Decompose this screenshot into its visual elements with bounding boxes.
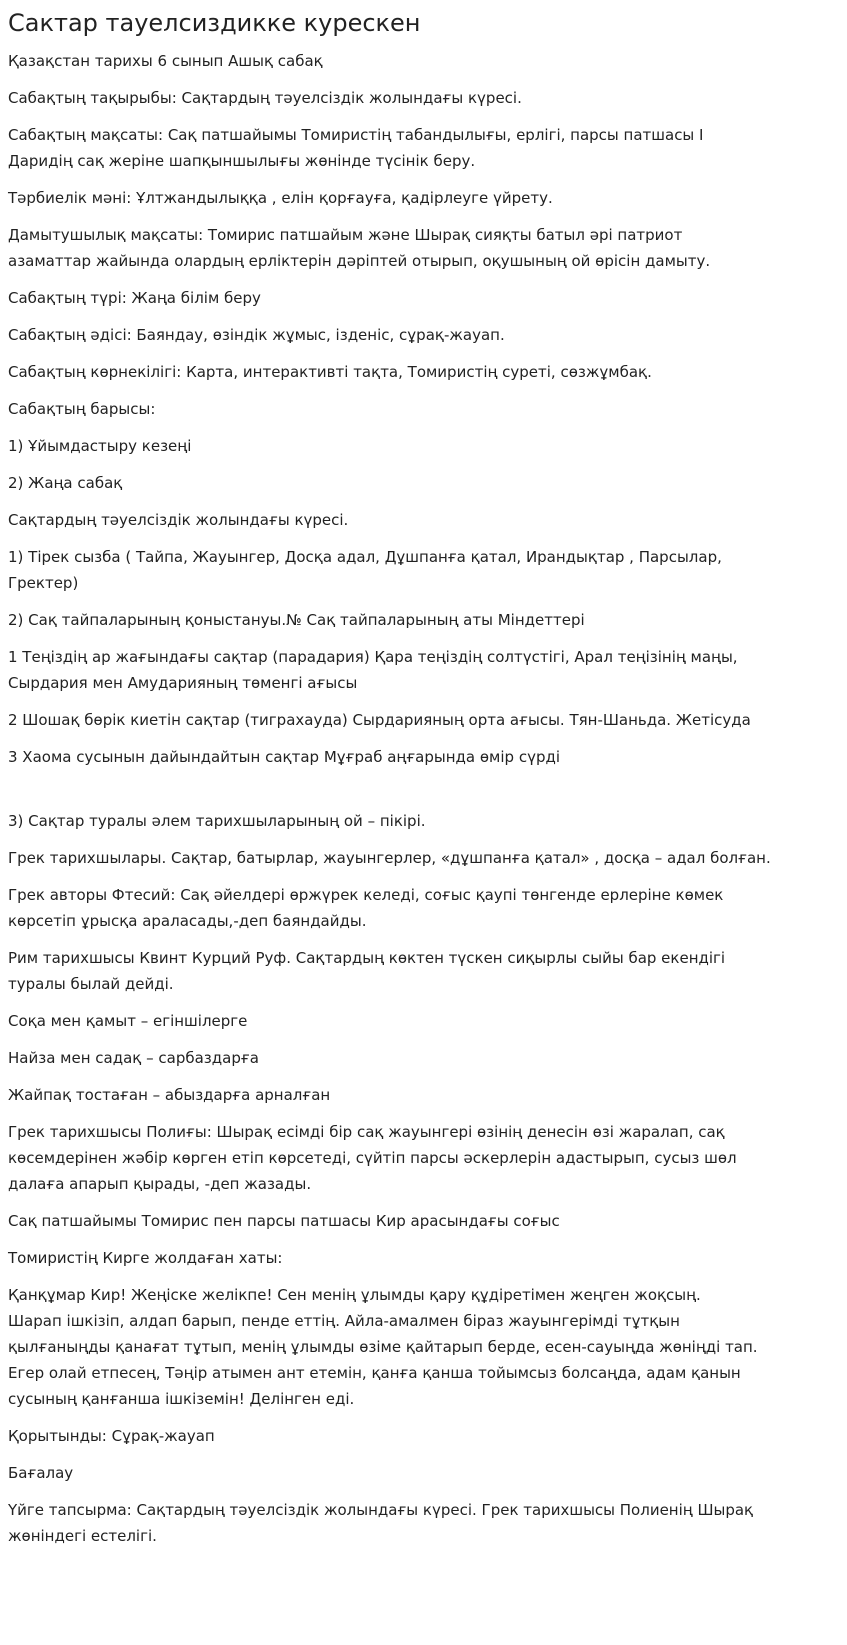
paragraph-line: Гректер) [8, 574, 79, 592]
paragraph [8, 85, 839, 111]
paragraph-line: Сабақтың түрі: Жаңа білім беру [8, 289, 261, 307]
document-body [8, 48, 839, 1549]
paragraph-line: 3) Сақтар туралы әлем тарихшыларының ой – пікірі. [8, 812, 426, 830]
paragraph [8, 1423, 839, 1449]
paragraph-line: Сабақтың әдісі: Баяндау, өзіндік жұмыс, ізденіс, сұрақ-жауап. [8, 326, 505, 344]
document-title: Сактар тауелсиздикке курескен [8, 9, 421, 37]
paragraph-line: Сырдария мен Амударияның төменгі ағысы [8, 674, 358, 692]
paragraph [8, 1497, 839, 1549]
paragraph [8, 544, 839, 596]
paragraph [8, 644, 839, 696]
paragraph-line: Үйге тапсырма: Сақтардың тәуелсіздік жолындағы күресі. Грек тарихшысы Полиенің Шырақ [8, 1501, 754, 1519]
paragraph-line: Сабақтың барысы: [8, 400, 156, 418]
paragraph-line: Шарап ішкізіп, алдап барып, пенде еттің. Айла-амалмен біраз жауынгерімді тұтқын [8, 1312, 680, 1330]
paragraph-line: жөніндегі естелігі. [8, 1527, 157, 1545]
paragraph-line: Сабақтың тақырыбы: Сақтардың тәуелсіздік жолындағы күресі. [8, 89, 522, 107]
paragraph-line: Грек авторы Фтесий: Сақ әйелдері өржүрек келеді, соғыс қаупі төнгенде ерлеріне көмек [8, 886, 724, 904]
paragraph-line: Жайпақ тостаған – абыздарға арналған [8, 1086, 331, 1104]
paragraph-line: 3 Хаома сусынын дайындайтын сақтар Мұғраб аңғарында өмір сүрді [8, 748, 561, 766]
paragraph [8, 1008, 839, 1034]
paragraph [8, 1245, 839, 1271]
paragraph [8, 507, 839, 533]
paragraph [8, 1208, 839, 1234]
paragraph [8, 1282, 839, 1412]
paragraph-line: Қорытынды: Сұрақ-жауап [8, 1427, 215, 1445]
paragraph-line: 2) Жаңа сабақ [8, 474, 123, 492]
paragraph-line: Грек тарихшылары. Сақтар, батырлар, жауынгерлер, «дұшпанға қатал» , досқа – адал болған. [8, 849, 771, 867]
paragraph-line: Рим тарихшысы Квинт Курций Руф. Сақтардың көктен түскен сиқырлы сыйы бар екендігі [8, 949, 726, 967]
paragraph-line: сусының қанғанша ішкіземін! Делінген еді. [8, 1390, 355, 1408]
paragraph-line: Сақтардың тәуелсіздік жолындағы күресі. [8, 511, 349, 529]
paragraph [8, 1460, 839, 1486]
paragraph-line: 1 Теңіздің ар жағындағы сақтар (парадария) Қара теңіздің солтүстігі, Арал теңізінің маңы, [8, 648, 738, 666]
paragraph [8, 808, 839, 834]
paragraph [8, 1082, 839, 1108]
paragraph [8, 322, 839, 348]
paragraph-line: Дамытушылық мақсаты: Томирис патшайым және Шырақ сияқты батыл әрі патриот [8, 226, 683, 244]
paragraph-line: көсемдерінен жәбір көрген етіп көрсетеді, сүйтіп парсы әскерлерін адастырып, сусыз шөл [8, 1149, 737, 1167]
paragraph-line: 2) Сақ тайпаларының қоныстануы.№ Сақ тайпаларының аты Міндеттері [8, 611, 585, 629]
paragraph-line: қылғаныңды қанағат тұтып, менің ұлымды өзіме қайтарып берде, есен-сауыңда жөніңді тап. [8, 1338, 758, 1356]
paragraph-line: Сақ патшайымы Томирис пен парсы патшасы Кир арасындағы соғыс [8, 1212, 560, 1230]
paragraph [8, 882, 839, 934]
paragraph-line: Томиристің Кирге жолдаған хаты: [8, 1249, 283, 1267]
paragraph-line: Соқа мен қамыт – егіншілерге [8, 1012, 248, 1030]
paragraph-line: Бағалау [8, 1464, 74, 1482]
paragraph [8, 396, 839, 422]
paragraph-line: Сабақтың мақсаты: Сақ патшайымы Томиристің табандылығы, ерлігі, парсы патшасы I [8, 126, 704, 144]
paragraph [8, 744, 839, 770]
paragraph [8, 470, 839, 496]
paragraph [8, 222, 839, 274]
paragraph-line: Тәрбиелік мәні: Ұлтжандылыққа , елін қорғауға, қадірлеуге үйрету. [8, 189, 553, 207]
paragraph [8, 1119, 839, 1197]
paragraph-line: далаға апарып қырады, -деп жазады. [8, 1175, 312, 1193]
paragraph [8, 185, 839, 211]
paragraph-line: азаматтар жайында олардың ерліктерін дәріптей отырып, оқушының ой өрісін дамыту. [8, 252, 711, 270]
paragraph [8, 122, 839, 174]
paragraph [8, 1045, 839, 1071]
paragraph-line: 2 Шошақ бөрік киетін сақтар (тиграхауда) Сырдарияның орта ағысы. Тян-Шаньда. Жетісуда [8, 711, 751, 729]
paragraph [8, 845, 839, 871]
paragraph-line: көрсетіп ұрысқа араласады,-деп баяндайды. [8, 912, 367, 930]
paragraph-line: 1) Ұйымдастыру кезеңі [8, 437, 192, 455]
paragraph-line: Найза мен садақ – сарбаздарға [8, 1049, 259, 1067]
paragraph-line: Даридің сақ жеріне шапқыншылығы жөнінде түсінік беру. [8, 152, 476, 170]
paragraph-line: Грек тарихшысы Полиғы: Шырақ есімді бір сақ жауынгері өзінің денесін өзі жаралап, сақ [8, 1123, 725, 1141]
paragraph [8, 607, 839, 633]
paragraph-line: туралы былай дейді. [8, 975, 174, 993]
paragraph-line: 1) Тірек сызба ( Тайпа, Жауынгер, Досқа адал, Дұшпанға қатал, Ирандықтар , Парсылар, [8, 548, 722, 566]
paragraph-line: Қанқұмар Кир! Жеңіске желікпе! Сен менің ұлымды қару құдіретімен жеңген жоқсың. [8, 1286, 701, 1304]
paragraph [8, 433, 839, 459]
paragraph [8, 945, 839, 997]
paragraph [8, 48, 839, 74]
paragraph [8, 285, 839, 311]
paragraph-line: Сабақтың көрнекілігі: Карта, интерактивті тақта, Томиристің суреті, сөзжұмбақ. [8, 363, 652, 381]
paragraph [8, 359, 839, 385]
paragraph [8, 707, 839, 733]
paragraph-line: Қазақстан тарихы 6 сынып Ашық сабақ [8, 52, 323, 70]
paragraph-line: Егер олай етпесең, Тәңір атымен ант етемін, қанға қанша тойымсыз болсаңда, адам қанын [8, 1364, 741, 1382]
